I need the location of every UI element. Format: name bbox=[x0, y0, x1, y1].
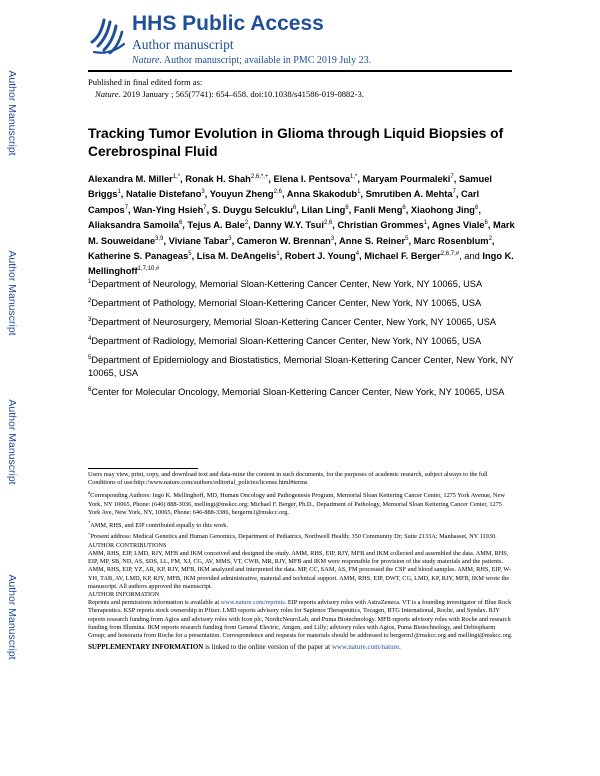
author-separator: , bbox=[360, 189, 366, 200]
affiliation-number: 5 bbox=[88, 355, 92, 362]
author-name: Cameron W. Brennan bbox=[236, 235, 331, 246]
affiliation bbox=[88, 276, 514, 291]
citation-line bbox=[88, 88, 364, 100]
author-name: Mark M. Souweidane bbox=[88, 220, 515, 246]
author-name: Xiaohong Jing bbox=[410, 204, 475, 215]
affiliation bbox=[88, 295, 514, 310]
published-in-label: Published in final edited form as: bbox=[88, 77, 203, 87]
author-affiliation-marker: 2,6 bbox=[273, 189, 282, 196]
footnotes bbox=[88, 471, 514, 654]
author-affiliation-marker: 2,6,7,# bbox=[440, 250, 460, 257]
author-name: Lilan Ling bbox=[301, 204, 346, 215]
citation-journal: Nature bbox=[95, 89, 119, 99]
author-affiliation-marker: 7 bbox=[203, 204, 207, 211]
author-affiliation-marker: 3 bbox=[228, 235, 232, 242]
author-info-heading: AUTHOR INFORMATION bbox=[88, 590, 160, 598]
affiliation-number: 3 bbox=[88, 317, 92, 324]
author-separator: , bbox=[405, 204, 411, 215]
author-separator: , bbox=[408, 235, 414, 246]
author-separator: , bbox=[128, 204, 134, 215]
author-name: Lisa M. DeAngelis bbox=[196, 251, 277, 262]
author-name: Viviane Tabar bbox=[168, 235, 229, 246]
terms-of-use: Users may view, print, copy, and download text and data-mine the content in such documents, for the purposes of academic research, subject always to the full Conditions of use:http://www.nature.com/authors/editorial_policies/license.html#terms bbox=[88, 471, 488, 487]
author-name: Aliaksandra Samoila bbox=[88, 220, 179, 231]
author-name: Natalie Distefano bbox=[125, 189, 202, 200]
affiliation bbox=[88, 352, 514, 380]
author-affiliation-marker: 1,* bbox=[172, 174, 181, 180]
author-name: S. Duygu Selcuklu bbox=[211, 204, 293, 215]
author-affiliation-marker: 2,6,*,+ bbox=[250, 174, 269, 180]
author-affiliation-marker: 1,* bbox=[350, 174, 358, 180]
author-affiliation-marker: 4 bbox=[355, 250, 360, 257]
supplementary-info: SUPPLEMENTARY INFORMATION is linked to the online version of the paper at www.nature.com/nature. bbox=[88, 643, 401, 652]
affiliation bbox=[88, 314, 514, 329]
side-label-author-manuscript: Author Manuscript bbox=[6, 574, 18, 660]
author-name: Carl Campos bbox=[88, 189, 480, 215]
author-separator: , bbox=[491, 235, 495, 246]
author-separator: , bbox=[206, 204, 212, 215]
author-name: Smrutiben A. Mehta bbox=[365, 189, 453, 200]
author-separator: , bbox=[268, 174, 274, 185]
author-name: Youyun Zheng bbox=[209, 189, 274, 200]
citation-text: . 2019 January ; 565(7741): 654–658. doi:10.1038/s41586-019-0882-3. bbox=[118, 89, 364, 99]
author-name: Christian Grommes bbox=[337, 220, 424, 231]
corresponding-authors: #Corresponding Authors: Ingo K. Mellinghoff, MD, Human Oncology and Pathogenesis Program, Memorial Sloan Kettering Cancer Center, 1275 York Avenue, New York, NY 10065, Phone: (646) 888-3036, mellingi@mskcc.org; Michael F. Berger, Ph.D., Department of Pathology, Memorial Sloan Kettering Cancer Center, 1275 York Ave, New York, NY, 10065, Phone: 646-888-3386, bergerm1@mskcc.org. bbox=[88, 490, 505, 516]
author-name: Anna Skakodub bbox=[286, 189, 358, 200]
author-name: Maryam Pourmaleki bbox=[362, 174, 451, 185]
author-affiliation-marker: 6 bbox=[474, 204, 479, 211]
paper-title: Tracking Tumor Evolution in Glioma through Liquid Biopsies of Cerebrospinal Fluid bbox=[88, 126, 504, 159]
author-separator: , bbox=[120, 189, 126, 200]
author-name: Fanli Meng bbox=[353, 204, 403, 215]
author-separator: , bbox=[281, 189, 287, 200]
equal-contribution: *AMM, RHS, and EIP contributed equally to this work. bbox=[88, 520, 229, 530]
hhs-eagle-logo-icon bbox=[88, 12, 128, 56]
affiliation bbox=[88, 384, 514, 399]
affiliation bbox=[88, 333, 514, 348]
author-name: Alexandra M. Miller bbox=[88, 174, 173, 185]
affiliation-number: 1 bbox=[88, 279, 92, 285]
affiliation-text: Department of Neurology, Memorial Sloan-Kettering Cancer Center, New York, NY 10065, USA bbox=[91, 279, 483, 290]
author-affiliation-marker: 3 bbox=[201, 189, 205, 196]
author-affiliation-marker: 7 bbox=[452, 189, 456, 196]
footnote-divider bbox=[88, 468, 198, 469]
author-separator: , bbox=[334, 235, 339, 246]
author-separator: , bbox=[453, 174, 459, 185]
author-separator: , bbox=[487, 220, 493, 231]
author-separator: , bbox=[231, 235, 237, 246]
journal-name: Nature bbox=[132, 55, 160, 66]
present-address: +Present address: Medical Genetics and Human Genomics, Department of Pediatrics, Northwell Health; 350 Community Dr; Suite 2133A; Manhasset, NY 11030. bbox=[88, 531, 497, 541]
author-affiliation-marker: 7 bbox=[450, 174, 454, 180]
author-info-text: Reprints and permissions information is available at www.nature.com/reprints. EIP reports advisory roles with AstraZeneca. VT is a founding investigator of Blue Rock Therapeutics. KSP reports stock ownership in Pfizer. LMD reports advisory roles for Sapience Therapeutics, Tocagen, BTG International, Roche, and Syndax. RJY reports research funding from Agios and advisory roles with Icon plc, NordicNeuroLab, and Puma Biotechnology. MFB reports advisory roles with Roche and research funding from Illumina. IKM reports research funding from General Electric, Amgen, and Lilly; advisory roles with Agios, Puma Biotechnology, and Debiopharm Group; and honoraria from Roche for a presentation. Correspondence and requests for materials should be addressed to bergerm1@mskcc.org and mellingi@mskcc.org. bbox=[88, 599, 513, 639]
author-affiliation-marker: 6 bbox=[484, 220, 488, 227]
hhs-public-access-title: HHS Public Access bbox=[132, 12, 324, 35]
author-separator: , bbox=[163, 235, 169, 246]
author-separator: , bbox=[359, 251, 365, 262]
author-affiliation-marker: 2 bbox=[488, 235, 492, 242]
author-affiliation-marker: 6 bbox=[292, 204, 297, 211]
side-label-author-manuscript: Author Manuscript bbox=[6, 399, 18, 485]
author-name: Katherine S. Panageas bbox=[88, 251, 189, 262]
affiliation-text: Department of Epidemiology and Biostatistics, Memorial Sloan-Kettering Cancer Center, New York, NY 10065, USA bbox=[88, 355, 514, 379]
affiliation-number: 4 bbox=[88, 336, 92, 343]
author-affiliation-marker: 1 bbox=[117, 189, 121, 196]
author-affiliation-marker: 5 bbox=[405, 235, 409, 242]
author-name: Michael F. Berger bbox=[364, 251, 441, 262]
side-label-author-manuscript: Author Manuscript bbox=[6, 70, 18, 156]
author-separator: , bbox=[182, 220, 188, 231]
side-label-author-manuscript: Author Manuscript bbox=[6, 250, 18, 336]
author-separator: , bbox=[427, 220, 432, 231]
author-name: Robert J. Young bbox=[284, 251, 356, 262]
affiliation-list bbox=[88, 276, 514, 404]
author-name: Ingo K. Mellinghoff bbox=[88, 251, 514, 277]
author-name: Samuel Briggs bbox=[88, 174, 492, 200]
nature-link[interactable]: www.nature.com/nature bbox=[331, 643, 400, 652]
publication-info bbox=[88, 76, 364, 100]
author-list bbox=[88, 171, 518, 279]
author-separator: , bbox=[204, 189, 210, 200]
author-affiliation-marker: 1,7,10,# bbox=[137, 266, 160, 273]
author-name: Tejus A. Bale bbox=[187, 220, 245, 231]
author-affiliation-marker: 1 bbox=[423, 220, 428, 227]
author-affiliation-marker: 6 bbox=[345, 204, 349, 211]
header-divider bbox=[88, 70, 512, 72]
affiliation-text: Department of Pathology, Memorial Sloan-Kettering Cancer Center, New York, NY 10065, USA bbox=[91, 298, 482, 309]
author-affiliation-marker: 1 bbox=[357, 189, 361, 196]
author-affiliation-marker: 5 bbox=[188, 250, 192, 257]
author-name: Agnes Viale bbox=[431, 220, 485, 231]
author-affiliation-marker: 6 bbox=[178, 220, 183, 227]
author-affiliation-marker: 6 bbox=[402, 204, 406, 211]
reprints-link[interactable]: www.nature.com/reprints bbox=[220, 599, 285, 607]
author-name: Wan-Ying Hsieh bbox=[133, 204, 204, 215]
author-separator: , bbox=[248, 220, 254, 231]
author-separator: , bbox=[180, 174, 186, 185]
author-separator: , bbox=[191, 251, 197, 262]
affiliation-number: 2 bbox=[88, 298, 92, 305]
author-affiliation-marker: 3 bbox=[330, 235, 335, 242]
author-affiliation-marker: 2,6 bbox=[323, 220, 333, 227]
affiliation-text: Department of Radiology, Memorial Sloan-Kettering Cancer Center, New York, NY 10065, USA bbox=[91, 336, 482, 347]
author-name: Marc Rosenblum bbox=[413, 235, 489, 246]
contributions-text: AMM, RHS, EIP, LMD, RJY, MFB and IKM conceived and designed the study. AMM, RHS, EIP, RJY, MFB and IKM collected and assembled the data. AMM, RHS, EIP, MP, SB, ND, AS, SDS, LL, FM, XJ, CG, AV, MMS, VT, CWB, MR, RJY, MFB and IKM were responsible for provision of the study materials and the patients. AMM, RHS, EIP, YZ, AR, KP, RJY, MFB, IKM analyzed and interpreted the data. MP, CC, SAM, AS, FM processed the CSF and blood samples. AMM, RHS, EIP, W-YH, TAB, AV, LMD, KP, RJY, MFB, IKM provided administrative, material and technical support. AMM, RHS, EIP, DWT, CG, LMD, KP, RJY, MFB, IKM wrote the manuscript. All authors approved the manuscript. bbox=[88, 549, 512, 590]
author-separator: , bbox=[455, 189, 462, 200]
availability-line: Nature. Author manuscript; available in PMC 2019 July 23. bbox=[132, 55, 372, 66]
affiliation-number: 6 bbox=[88, 387, 92, 394]
author-name: Danny W.Y. Tsui bbox=[253, 220, 324, 231]
author-manuscript-subtitle: Author manuscript bbox=[132, 37, 234, 52]
author-name: Ronak H. Shah bbox=[185, 174, 251, 185]
author-affiliation-marker: 7 bbox=[124, 204, 129, 211]
author-separator: , bbox=[348, 204, 354, 215]
author-affiliation-marker: 3,9 bbox=[155, 235, 164, 242]
author-separator: , bbox=[296, 204, 302, 215]
affiliation-text: Center for Molecular Oncology, Memorial Sloan-Kettering Cancer Center, New York, NY 10065, USA bbox=[91, 387, 505, 398]
author-name: Anne S. Reiner bbox=[339, 235, 406, 246]
author-separator: , bbox=[279, 251, 285, 262]
affiliation-text: Department of Neurosurgery, Memorial Sloan-Kettering Cancer Center, New York, NY 10065, USA bbox=[91, 317, 497, 328]
author-separator: , and bbox=[459, 251, 483, 262]
author-separator: , bbox=[478, 204, 481, 215]
author-separator: , bbox=[332, 220, 338, 231]
author-name: Elena I. Pentsova bbox=[273, 174, 351, 185]
author-separator: , bbox=[357, 174, 363, 185]
contributions-heading: AUTHOR CONTRIBUTIONS bbox=[88, 541, 167, 549]
author-affiliation-marker: 1 bbox=[276, 250, 280, 257]
author-affiliation-marker: 2 bbox=[244, 220, 249, 227]
